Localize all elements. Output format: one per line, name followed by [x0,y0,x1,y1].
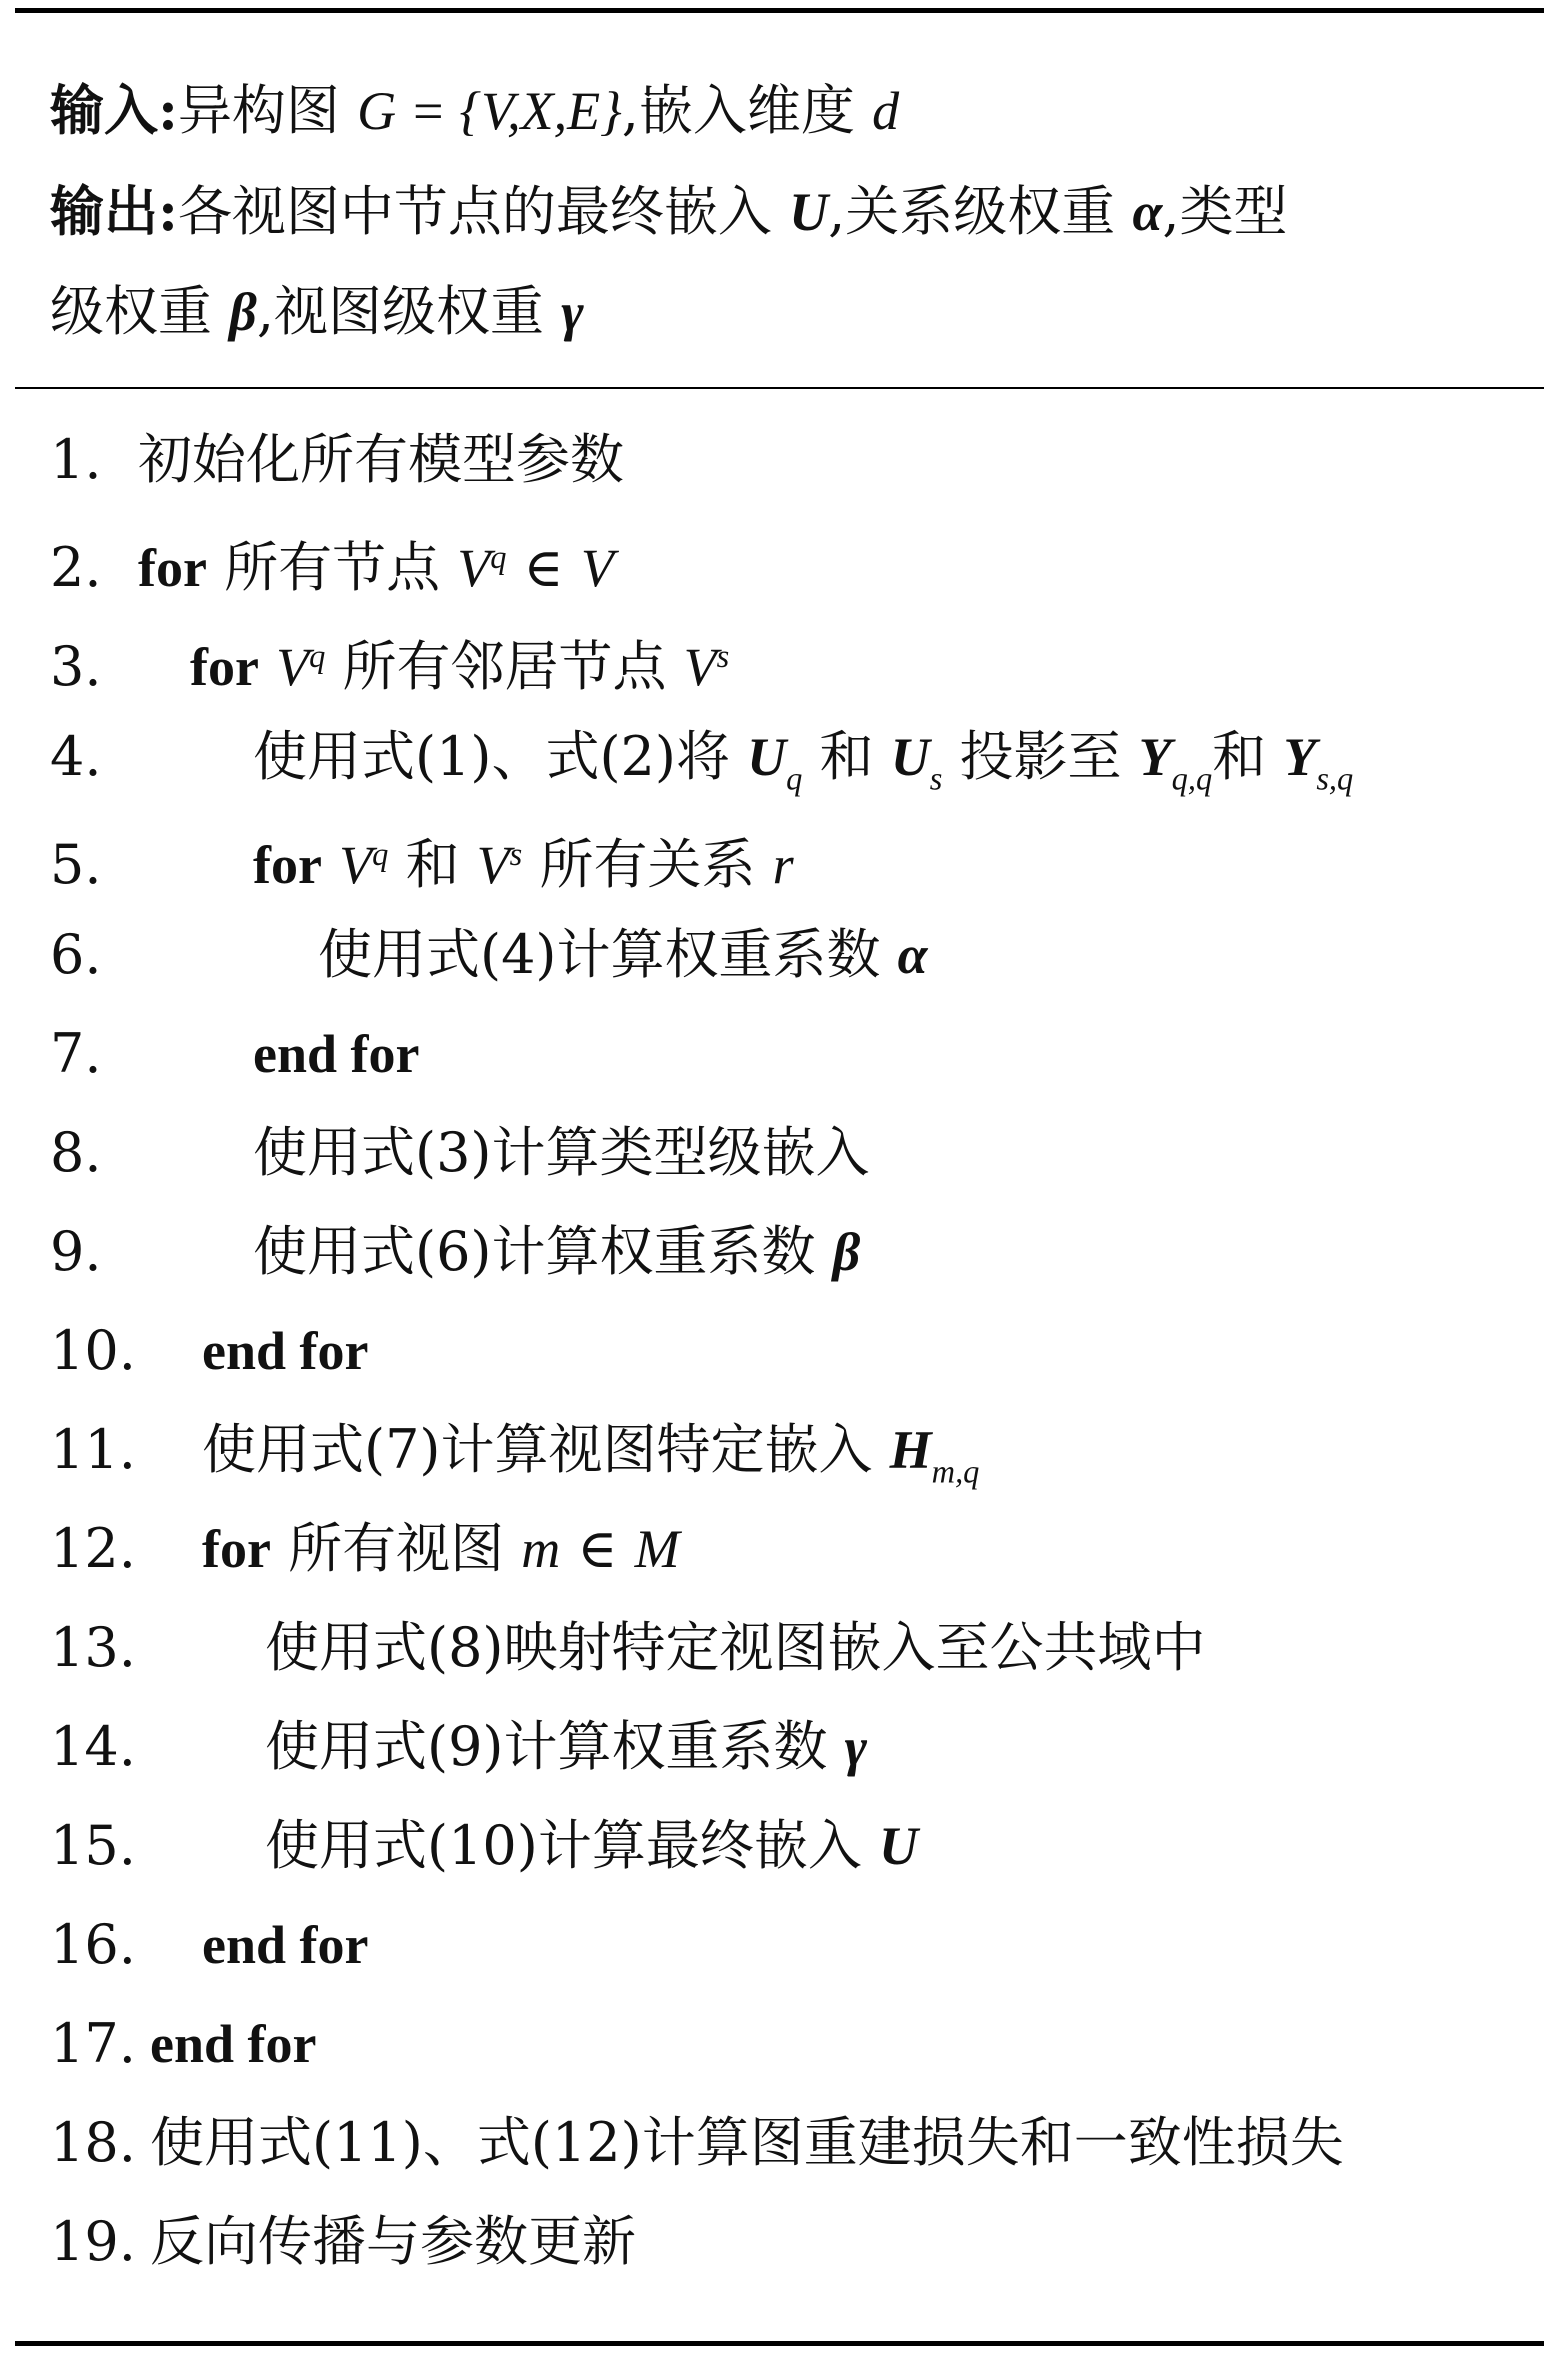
output-line-2 [50,262,1510,362]
step-text: 反向传播与参数更新 [150,2210,636,2273]
output-U: U [789,182,829,242]
output-text1: 各视图中节点的最终嵌入 [177,180,790,243]
step-text: 使用式(9)计算权重系数 [265,1715,845,1778]
step-text: 使用式(3)计算类型级嵌入 [253,1121,870,1184]
step-text: 使用式(4)计算权重系数 [318,923,898,986]
step-number: 17. [50,2012,136,2075]
algorithm-step [50,1895,1520,1994]
step-text: 投影至 [942,725,1139,788]
algorithm-step [50,2093,1520,2192]
algorithm-step [50,1004,1520,1103]
math-symbol: V [683,636,717,697]
math-symbol: V [580,537,614,598]
step-body [150,2012,316,2075]
output-text3: ,类型 [1162,180,1288,243]
step-text [259,635,276,698]
math-symbol: U [879,1816,919,1876]
math-symbol: V [476,834,510,895]
step-number: 18. [50,2111,136,2174]
step-number: 4. [50,725,102,788]
math-symbol: H [889,1420,932,1480]
step-body [253,833,794,896]
step-body [150,2111,1344,2174]
algorithm-step [50,1202,1520,1301]
step-body [202,1913,368,1976]
step-number: 8. [50,1121,102,1184]
step-body [190,635,729,698]
math-symbol: s [716,639,730,675]
output-label: 输出: [50,179,178,243]
step-number: 7. [50,1022,102,1085]
step-body [253,1022,419,1085]
step-number: 5. [50,832,102,896]
math-symbol: q [490,540,507,576]
math-symbol: q [786,761,803,798]
math-symbol: q,q [1171,761,1213,798]
math-symbol: Y [1138,727,1172,787]
keyword: for [138,537,207,598]
algorithm-step [50,1103,1520,1202]
algorithm-steps [50,410,1520,2291]
math-symbol: V [457,537,491,598]
middle-rule [15,387,1544,389]
step-body [253,725,1354,798]
output-text2: ,关系级权重 [828,180,1133,243]
step-body [318,923,928,986]
step-text: 使用式(11)、式(12)计算图重建损失和一致性损失 [150,2111,1344,2174]
algorithm-step [50,1796,1520,1895]
math-symbol: q [372,837,389,873]
math-symbol: s [929,761,943,798]
input-text2: ,嵌入维度 [621,79,873,142]
output-text5: ,视图级权重 [256,280,562,343]
math-symbol: s [509,837,523,873]
algorithm-step [50,509,1520,608]
output-text4: 级权重 [50,280,230,343]
step-body [202,1418,980,1491]
step-text: 使用式(10)计算最终嵌入 [265,1814,880,1877]
step-body [202,1319,368,1382]
input-dim: d [872,81,900,141]
step-text: 所有邻居节点 [325,634,684,698]
output-beta: β [229,282,257,342]
step-body [138,428,624,491]
math-symbol: V [339,834,373,895]
math-symbol: U [890,727,930,787]
input-graph: G = {V,X,E} [357,81,622,141]
step-text: 所有视图 [270,1517,522,1580]
math-symbol: U [747,727,787,787]
keyword: end for [202,1321,369,1381]
output-line-1 [50,161,1510,262]
math-symbol: q [309,639,326,675]
algorithm-step [50,1301,1520,1400]
step-text: 所有关系 [522,832,773,896]
step-text: 和 [1212,725,1284,788]
step-number: 6. [50,923,102,986]
step-body [150,2210,636,2273]
algorithm-step [50,2192,1520,2291]
keyword: end for [202,1915,369,1975]
step-body [253,1220,860,1283]
keyword: for [202,1519,271,1579]
step-number: 11. [50,1418,136,1481]
step-number: 10. [50,1319,136,1382]
step-number: 12. [50,1517,136,1580]
math-symbol: m [521,1519,561,1579]
step-text: ∈ [506,535,581,599]
algorithm-step [50,1499,1520,1598]
keyword: end for [253,1024,420,1084]
keyword: end for [150,2014,317,2074]
step-body [253,1121,870,1184]
step-number: 2. [50,535,102,599]
math-symbol: V [276,636,310,697]
step-number: 3. [50,634,102,698]
algorithm-step [50,1598,1520,1697]
algorithm-step [50,410,1520,509]
input-line [50,60,1510,161]
algorithm-step [50,1400,1520,1499]
step-text: ∈ [560,1517,635,1580]
step-text: 使用式(1)、式(2)将 [253,725,748,788]
math-symbol: γ [844,1717,868,1777]
output-gamma: γ [561,282,584,342]
step-text: 使用式(8)映射特定视图嵌入至公共域中 [265,1616,1206,1679]
algorithm-step [50,707,1520,806]
step-text: 使用式(6)计算权重系数 [253,1220,833,1283]
input-label: 输入: [50,78,178,142]
step-number: 19. [50,2210,136,2273]
algorithm-header [50,60,1510,362]
math-symbol: β [832,1222,861,1282]
step-body [265,1715,867,1778]
step-number: 14. [50,1715,136,1778]
step-number: 13. [50,1616,136,1679]
math-symbol: M [634,1519,680,1579]
output-alpha: α [1132,182,1163,242]
step-number: 16. [50,1913,136,1976]
algorithm-step [50,905,1520,1004]
step-text: 和 [388,832,477,896]
algorithm-step [50,1697,1520,1796]
algorithm-step [50,1994,1520,2093]
step-number: 15. [50,1814,136,1877]
algorithm-step [50,608,1520,707]
step-text: 使用式(7)计算视图特定嵌入 [202,1418,890,1481]
step-number: 9. [50,1220,102,1283]
step-body [265,1616,1206,1679]
step-number: 1. [50,428,102,491]
step-text: 所有节点 [206,535,458,599]
bottom-rule [15,2341,1544,2346]
keyword: for [190,636,259,697]
step-body [138,536,614,599]
algorithm-step [50,806,1520,905]
step-text [322,833,339,896]
top-rule [15,8,1544,13]
step-text: 和 [802,725,891,788]
step-text: 初始化所有模型参数 [138,428,624,491]
math-symbol: α [897,925,928,985]
math-symbol: s,q [1316,761,1354,798]
math-symbol: m,q [931,1454,980,1491]
step-body [265,1814,918,1877]
step-body [202,1517,680,1580]
math-symbol: Y [1283,727,1317,787]
math-symbol: r [772,834,794,895]
input-text: 异构图 [177,79,358,142]
keyword: for [253,834,322,895]
